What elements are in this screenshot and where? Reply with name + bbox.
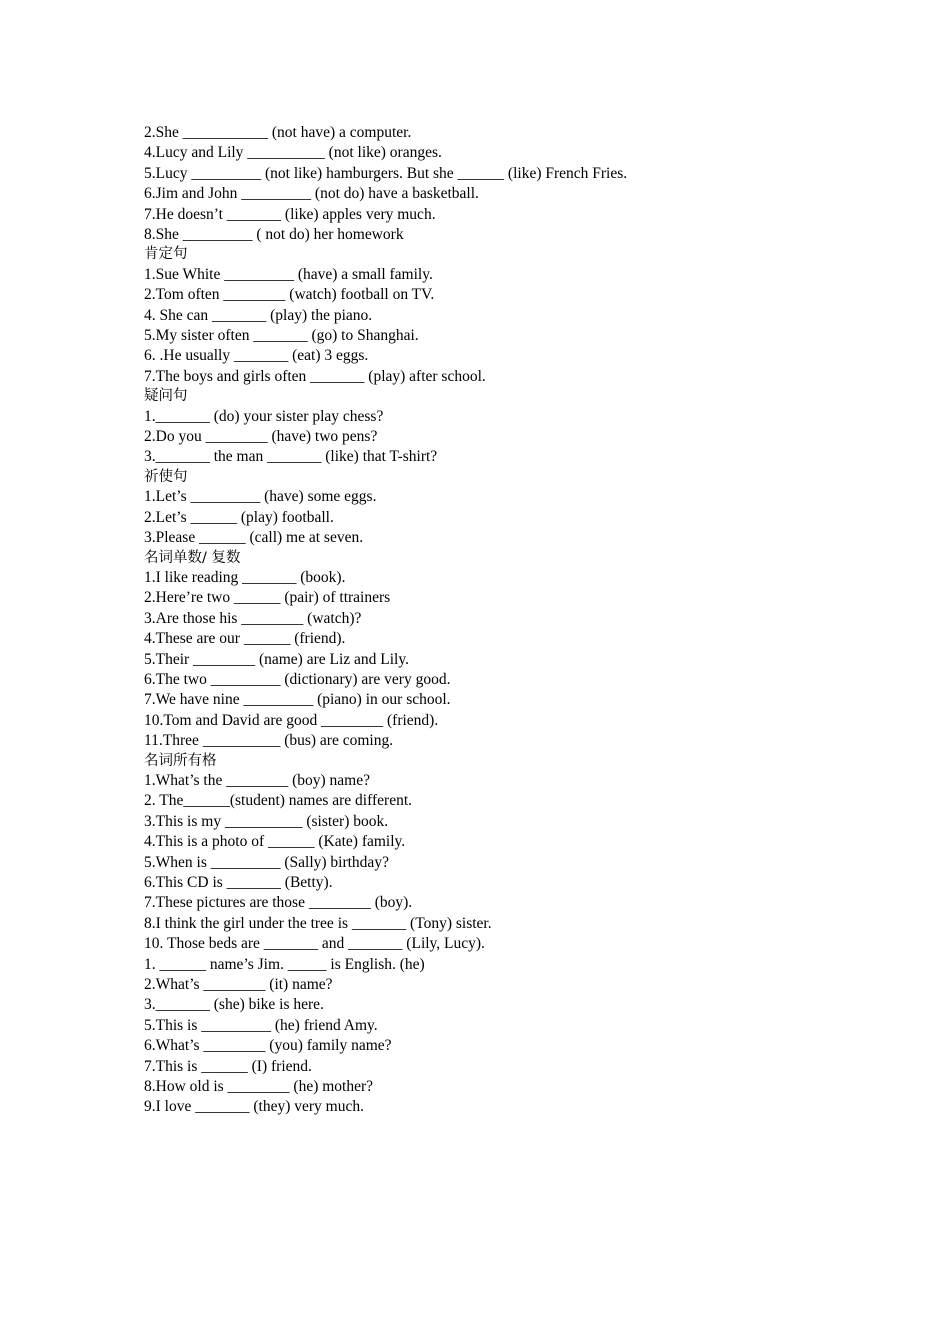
exercise-line: 7.He doesn’t _______ (like) apples very much. [144,205,436,223]
exercise-line: 2.Tom often ________ (watch) football on TV. [144,286,435,304]
exercise-line: 6.Jim and John _________ (not do) have a basketball. [144,185,479,203]
exercise-line: 9.I love _______ (they) very much. [144,1098,364,1116]
exercise-line: 6.The two _________ (dictionary) are very good. [144,670,451,688]
exercise-line: 1. ______ name’s Jim. _____ is English. (he) [144,955,425,973]
exercise-line: 5.Their ________ (name) are Liz and Lily. [144,650,409,668]
exercise-line: 1.Sue White _________ (have) a small family. [144,265,433,283]
exercise-line: 3.This is my __________ (sister) book. [144,812,389,830]
exercise-line: 2.She ___________ (not have) a computer. [144,124,412,141]
exercise-line: 1.Let’s _________ (have) some eggs. [144,488,377,506]
exercise-line: 2. The______(student) names are different. [144,792,413,810]
exercise-line: 7.These pictures are those ________ (boy). [144,894,413,912]
exercise-line: 2.Let’s ______ (play) football. [144,508,334,526]
exercise-line: 5.Lucy _________ (not like) hamburgers. But she ______ (like) French Fries. [144,164,628,182]
exercise-line: 2.Do you ________ (have) two pens? [144,428,378,446]
exercise-line: 7.This is ______ (I) friend. [144,1057,312,1075]
exercise-line: 4.These are our ______ (friend). [144,630,346,648]
exercise-line: 2.Here’re two ______ (pair) of ttrainers [144,589,391,607]
exercise-line: 7.The boys and girls often _______ (play) after school. [144,367,486,385]
exercise-line: 11.Three __________ (bus) are coming. [144,732,394,750]
exercise-line: 4.Lucy and Lily __________ (not like) oranges. [144,144,442,162]
exercise-line: 6. .He usually _______ (eat) 3 eggs. [144,347,369,365]
exercise-line: 3._______ the man _______ (like) that T-shirt? [144,448,438,466]
section-heading-interrogative: 疑问句 [144,388,188,405]
exercise-line: 6.What’s ________ (you) family name? [144,1037,392,1055]
exercise-line: 5.This is _________ (he) friend Amy. [144,1016,378,1034]
section-heading-noun-number: 名词单数/ 复数 [144,549,241,566]
exercise-line: 4. She can _______ (play) the piano. [144,306,373,324]
exercise-line: 5.My sister often _______ (go) to Shanghai. [144,327,419,345]
exercise-line: 1._______ (do) your sister play chess? [144,407,384,425]
exercise-line: 8.She _________ ( not do) her homework [144,225,404,243]
exercise-line: 5.When is _________ (Sally) birthday? [144,853,389,871]
exercise-line: 2.What’s ________ (it) name? [144,975,333,993]
section-heading-affirmative: 肯定句 [144,246,188,263]
exercise-line: 3.Please ______ (call) me at seven. [144,529,364,547]
exercise-line: 8.I think the girl under the tree is _______ (Tony) sister. [144,914,492,932]
exercise-line: 10.Tom and David are good ________ (friend). [144,711,439,729]
exercise-line: 8.How old is ________ (he) mother? [144,1077,374,1095]
exercise-line: 4.This is a photo of ______ (Kate) family. [144,833,406,851]
section-heading-imperative: 祈使句 [144,468,188,485]
exercise-line: 7.We have nine _________ (piano) in our school. [144,691,451,709]
exercise-line: 1.What’s the ________ (boy) name? [144,772,370,790]
exercise-line: 3._______ (she) bike is here. [144,996,324,1014]
exercise-line: 1.I like reading _______ (book). [144,569,346,587]
exercise-line: 6.This CD is _______ (Betty). [144,874,333,891]
section-heading-possessive: 名词所有格 [144,752,217,769]
worksheet-page [144,123,904,1118]
exercise-line: 10. Those beds are _______ and _______ (Lily, Lucy). [144,935,485,953]
exercise-line: 3.Are those his ________ (watch)? [144,609,362,627]
